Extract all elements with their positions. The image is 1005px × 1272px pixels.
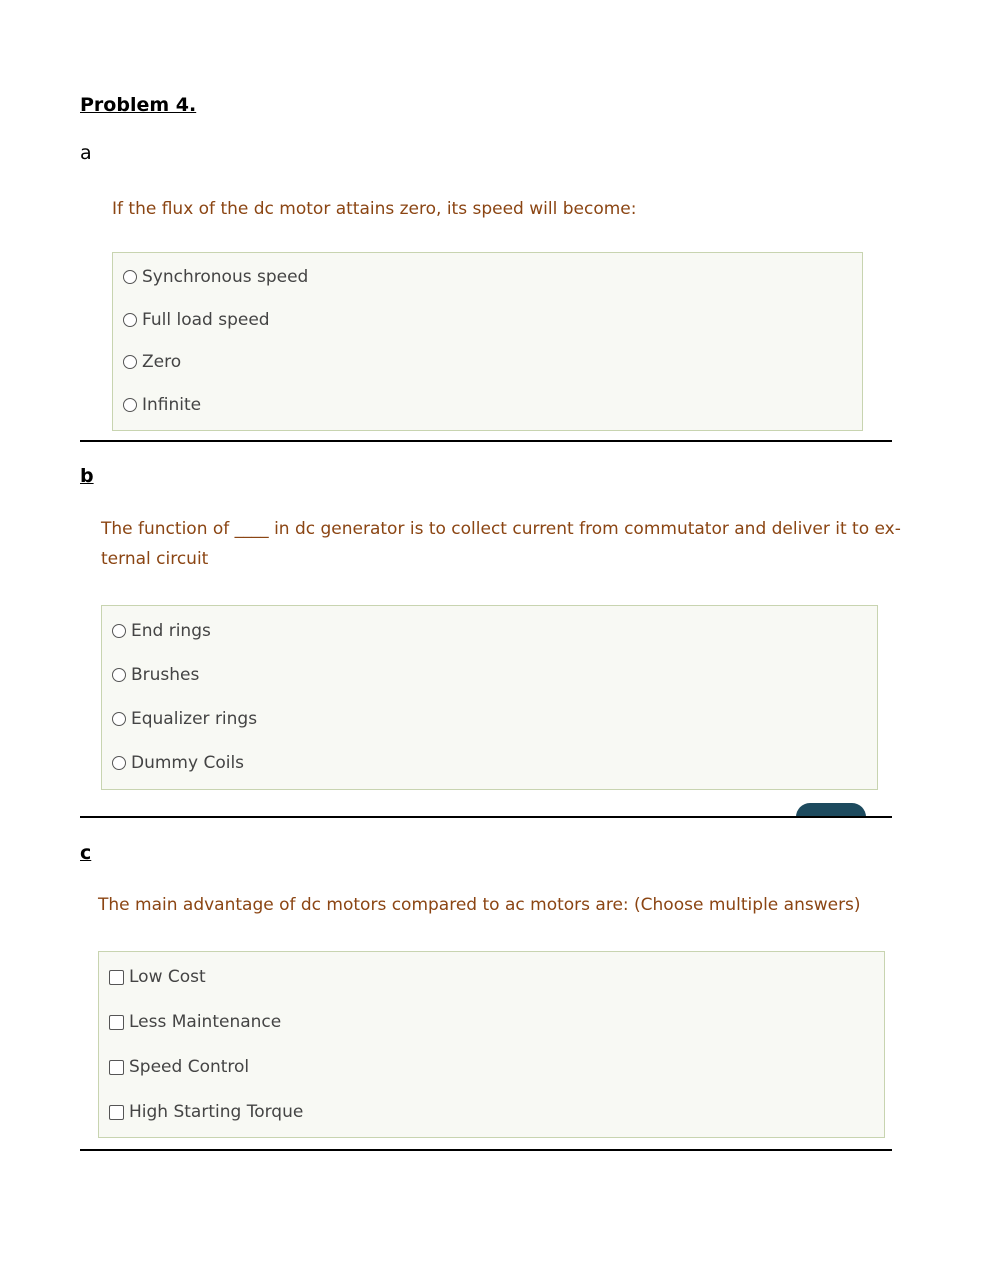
option-label: Brushes xyxy=(131,665,200,685)
option-a-4[interactable] xyxy=(123,395,201,415)
option-c-1[interactable] xyxy=(109,967,206,987)
option-label: High Starting Torque xyxy=(129,1102,304,1122)
divider-a xyxy=(80,440,892,442)
options-box-b xyxy=(101,605,878,790)
options-box-c xyxy=(98,951,885,1138)
option-label: Equalizer rings xyxy=(131,709,258,729)
radio-button[interactable] xyxy=(123,270,137,284)
part-b-label: b xyxy=(80,465,94,487)
radio-button[interactable] xyxy=(123,398,137,412)
options-box-a xyxy=(112,252,863,431)
radio-button[interactable] xyxy=(112,624,126,638)
divider-b xyxy=(80,816,892,818)
checkbox[interactable] xyxy=(109,1060,124,1075)
question-a: If the flux of the dc motor attains zero, its speed will become: xyxy=(112,199,637,219)
option-c-3[interactable] xyxy=(109,1057,249,1077)
option-label: Less Maintenance xyxy=(129,1012,282,1032)
radio-button[interactable] xyxy=(112,668,126,682)
option-label: Speed Control xyxy=(129,1057,250,1077)
option-b-2[interactable] xyxy=(112,665,199,685)
option-b-3[interactable] xyxy=(112,709,257,729)
option-a-1[interactable] xyxy=(123,267,308,287)
option-label: Zero xyxy=(142,352,182,372)
radio-button[interactable] xyxy=(112,712,126,726)
part-a-label: a xyxy=(80,142,92,164)
radio-button[interactable] xyxy=(112,756,126,770)
option-label: Low Cost xyxy=(129,967,206,987)
checkbox[interactable] xyxy=(109,1015,124,1030)
option-label: End rings xyxy=(131,621,211,641)
option-label: Full load speed xyxy=(142,310,270,330)
question-b-line-1: The function of ____ in dc generator is to collect current from commutator and deliver it to ex- xyxy=(101,519,901,539)
option-c-4[interactable] xyxy=(109,1102,303,1122)
option-a-2[interactable] xyxy=(123,310,270,330)
option-a-3[interactable] xyxy=(123,352,181,372)
option-b-4[interactable] xyxy=(112,753,244,773)
option-label: Synchronous speed xyxy=(142,267,309,287)
question-b-line-2: ternal circuit xyxy=(101,549,209,569)
option-b-1[interactable] xyxy=(112,621,211,641)
radio-button[interactable] xyxy=(123,355,137,369)
divider-c xyxy=(80,1149,892,1151)
page-title: Problem 4. xyxy=(80,94,197,116)
radio-button[interactable] xyxy=(123,313,137,327)
partial-tab-button[interactable] xyxy=(796,803,866,817)
part-c-label: c xyxy=(80,842,92,864)
option-label: Infinite xyxy=(142,395,202,415)
checkbox[interactable] xyxy=(109,970,124,985)
option-label: Dummy Coils xyxy=(131,753,245,773)
option-c-2[interactable] xyxy=(109,1012,281,1032)
checkbox[interactable] xyxy=(109,1105,124,1120)
question-c: The main advantage of dc motors compared to ac motors are: (Choose multiple answers) xyxy=(98,895,861,915)
